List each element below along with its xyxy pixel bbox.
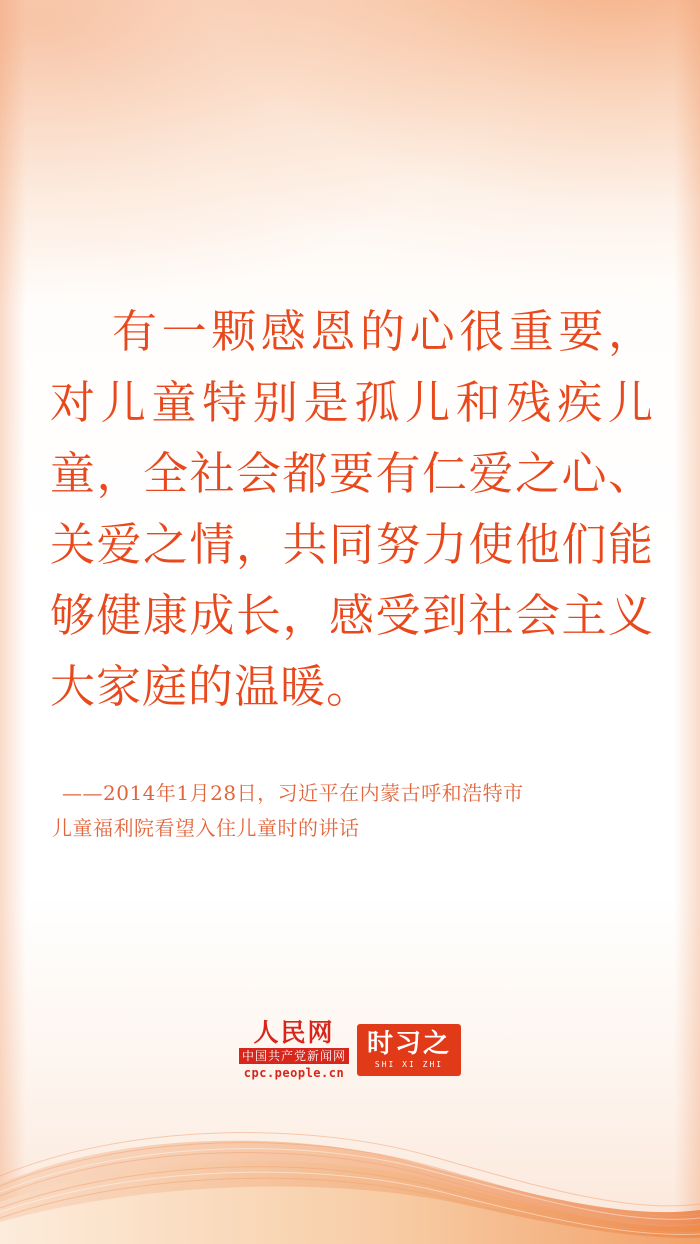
column-logo-shixizhi[interactable] (357, 1024, 461, 1076)
attribution (52, 776, 580, 846)
column-logo-name: 时习之 (366, 1028, 451, 1059)
people-logo-domain: cpc.people.cn (243, 1066, 345, 1080)
quote-block (50, 296, 654, 722)
quote-text: 有一颗感恩的心很重要，对儿童特别是孤儿和残疾儿童，全社会都要有仁爱之心、关爱之情，共同努力使他们能够健康成长，感受到社会主义大家庭的温暖。 (50, 305, 654, 713)
logo-row (0, 1020, 700, 1079)
column-logo-pinyin: SHI XI ZHI (374, 1059, 444, 1069)
people-daily-logo[interactable] (239, 1020, 349, 1079)
people-logo-title: 人民网 (253, 1018, 335, 1047)
attribution-line-1: ——2014年1月28日，习近平在内蒙古呼和浩特市 (62, 781, 524, 805)
attribution-line-2: 儿童福利院看望入住儿童时的讲话 (52, 816, 360, 840)
people-logo-subtitle: 中国共产党新闻网 (239, 1048, 349, 1064)
